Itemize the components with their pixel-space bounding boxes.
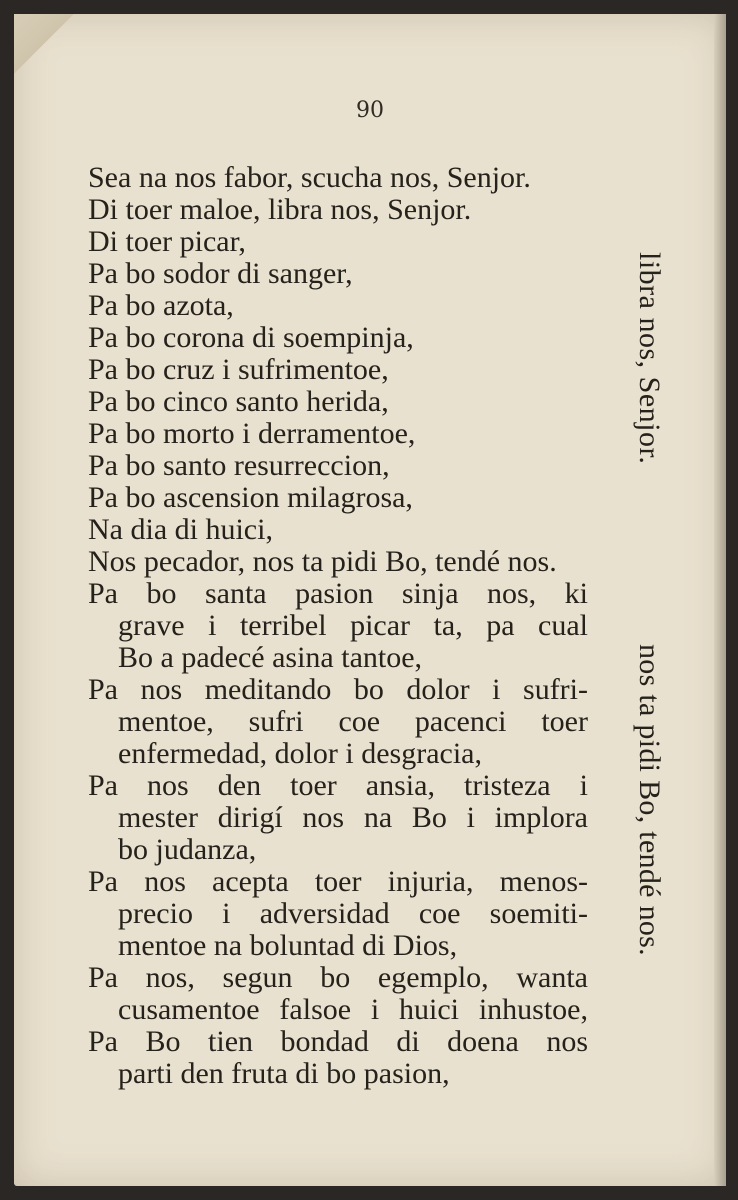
page-number: 90 [356,98,384,123]
line-17: Pa nos meditando bo dolor i sufri- [88,673,588,706]
line-28: Pa Bo tien bondad di doena nos [88,1025,588,1058]
line-9: Pa bo morto i derramentoe, [88,417,416,450]
response-libra-nos: libra nos, Senjor. [633,252,666,465]
line-10: Pa bo santo resurreccion, [88,449,390,482]
line-6: Pa bo corona di soempinja, [88,321,414,354]
line-2: Di toer maloe, libra nos, Senjor. [88,193,472,226]
line-13: Nos pecador, nos ta pidi Bo, tendé nos. [88,545,557,578]
line-22: bo judanza, [118,833,257,866]
line-11: Pa bo ascension milagrosa, [88,481,413,514]
line-12: Na dia di huici, [88,513,273,546]
line-26: Pa nos, segun bo egemplo, wanta [88,961,588,994]
line-18: mentoe, sufri coe pacenci toer [118,705,588,738]
line-14: Pa bo santa pasion sinja nos, ki [88,577,588,610]
line-4: Pa bo sodor di sanger, [88,257,353,290]
line-5: Pa bo azota, [88,289,234,322]
line-24: precio i adversidad coe soemiti- [118,897,588,930]
line-20: Pa nos den toer ansia, tristeza i [88,769,588,802]
line-19: enfermedad, dolor i desgracia, [118,737,482,770]
book-page [14,14,726,1186]
response-tende-nos: nos ta pidi Bo, tendé nos. [633,644,666,956]
line-8: Pa bo cinco santo herida, [88,385,389,418]
page-corner-fold [14,14,74,74]
line-25: mentoe na boluntad di Dios, [118,929,458,962]
line-3: Di toer picar, [88,225,246,258]
line-23: Pa nos acepta toer injuria, menos- [88,865,588,898]
page-edge-shadow [714,14,726,1186]
line-27: cusamentoe falsoe i huici inhustoe, [118,993,588,1026]
line-7: Pa bo cruz i sufrimentoe, [88,353,389,386]
line-29: parti den fruta di bo pasion, [118,1057,450,1090]
line-15: grave i terribel picar ta, pa cual [118,609,588,642]
line-16: Bo a padecé asina tantoe, [118,641,423,674]
line-1: Sea na nos fabor, scucha nos, Senjor. [88,161,531,194]
line-21: mester dirigí nos na Bo i implora [118,801,588,834]
